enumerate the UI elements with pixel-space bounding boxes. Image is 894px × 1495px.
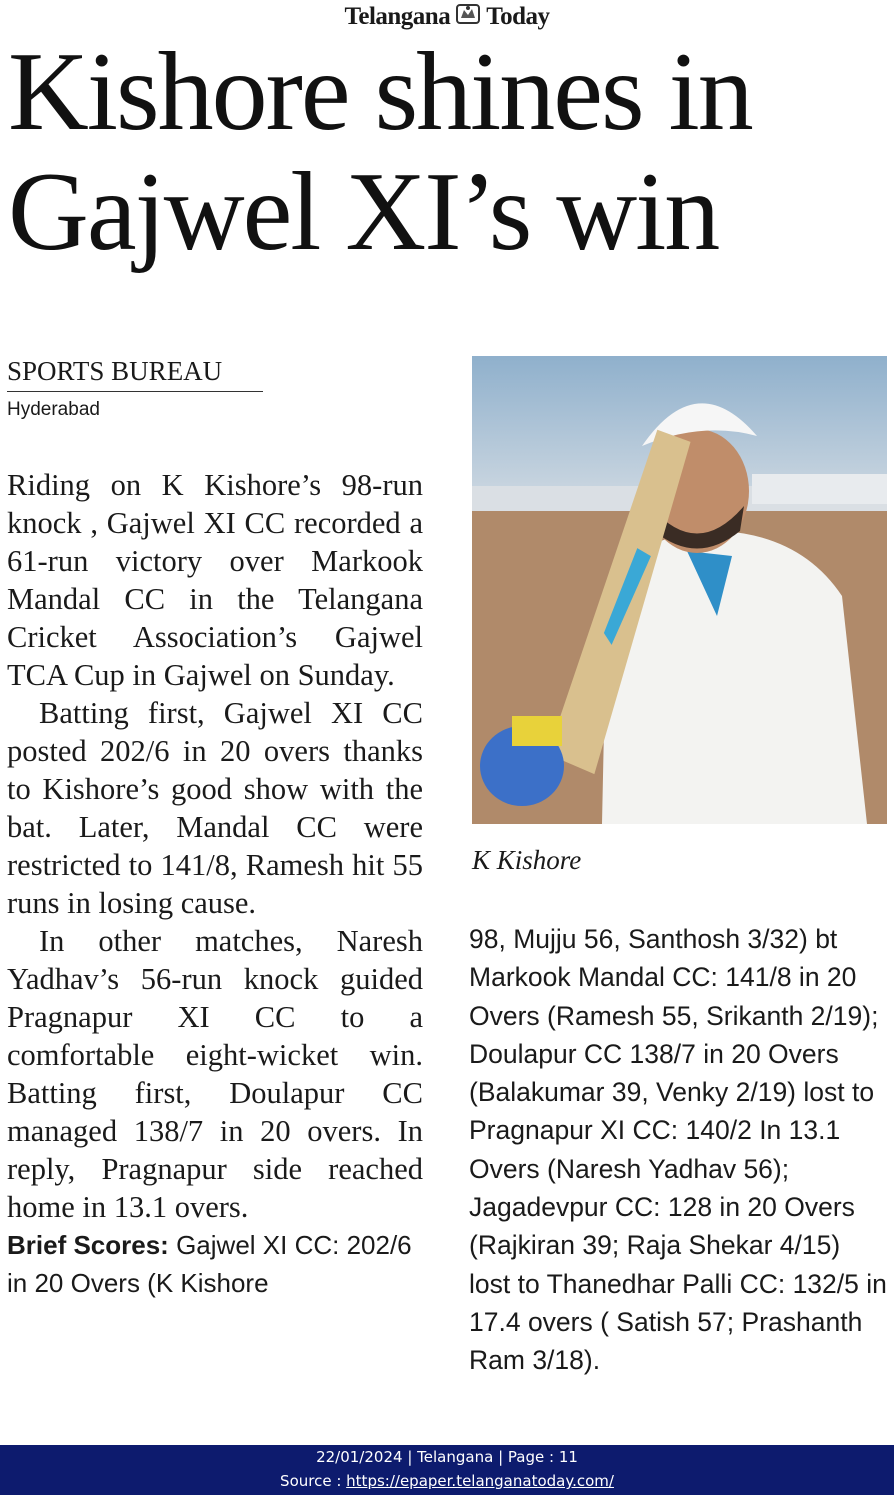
footer-source-link[interactable]: https://epaper.telanganatoday.com/ [346, 1472, 614, 1490]
footer-separator-1: | [407, 1448, 413, 1466]
footer-bar [0, 1445, 894, 1495]
headline: Kishore shines in Gajwel XI’s win [8, 30, 752, 274]
paragraph-2: Batting first, Gajwel XI CC posted 202/6 in 20 overs thanks to Kishore’s good show with the bat. Later, Mandal CC were restricted to 141/8, Ramesh hit 55 runs in losing cause. [7, 696, 423, 920]
masthead [0, 0, 894, 34]
article-body-left [7, 466, 423, 1302]
paragraph-3: In other matches, Naresh Yadhav’s 56-run knock guided Pragnapur XI CC to a comfortable eight-wicket win. Batting first, Doulapur CC managed 138/7 in 20 overs. In reply, Pragnapur side reached home in 13.1 overs. [7, 924, 423, 1224]
footer-date: 22/01/2024 [316, 1448, 403, 1466]
dateline: Hyderabad [7, 399, 100, 420]
brief-scores-continued: 98, Mujju 56, Santhosh 3/32) bt Markook Mandal CC: 141/8 in 20 Overs (Ramesh 55, Srikanth 2/19); Doulapur CC 138/7 in 20 Overs (Balakumar 39, Venky 2/19) lost to Pragnapur XI CC: 140/2 In 13.1 Overs (Naresh Yadhav 56); Jagadevpur CC: 128 in 20 Overs (Rajkiran 39; Raja Shekar 4/15) lost to Thanedhar Palli CC: 132/5 in 17.4 overs ( Satish 57; Prashanth Ram 3/18). [469, 924, 887, 1376]
masthead-name-right: Today [486, 3, 550, 30]
footer-edition: Telangana [417, 1448, 494, 1466]
footer-line-2 [0, 1469, 894, 1493]
footer-page: Page : 11 [507, 1448, 578, 1466]
brief-scores-lead-text: Gajwel XI CC: 202/6 in 20 Overs (K Kishore [7, 1230, 412, 1298]
newspaper-emblem-icon [454, 2, 482, 33]
paragraph-1: Riding on K Kishore’s 98-run knock , Gajwel XI CC recorded a 61-run victory over Markook Mandal CC in the Telangana Cricket Association’s Gajwel TCA Cup in Gajwel on Sunday. [7, 468, 423, 692]
byline: SPORTS BUREAU [7, 356, 263, 392]
brief-scores-lead [7, 1226, 423, 1302]
player-photo [472, 356, 887, 824]
masthead-name-left: Telangana [344, 3, 451, 30]
photo-caption: K Kishore [472, 845, 582, 875]
footer-separator-2: | [498, 1448, 504, 1466]
brief-scores-label: Brief Scores: [7, 1230, 169, 1260]
footer-source-label: Source : [280, 1472, 342, 1490]
footer-line-1 [0, 1445, 894, 1469]
